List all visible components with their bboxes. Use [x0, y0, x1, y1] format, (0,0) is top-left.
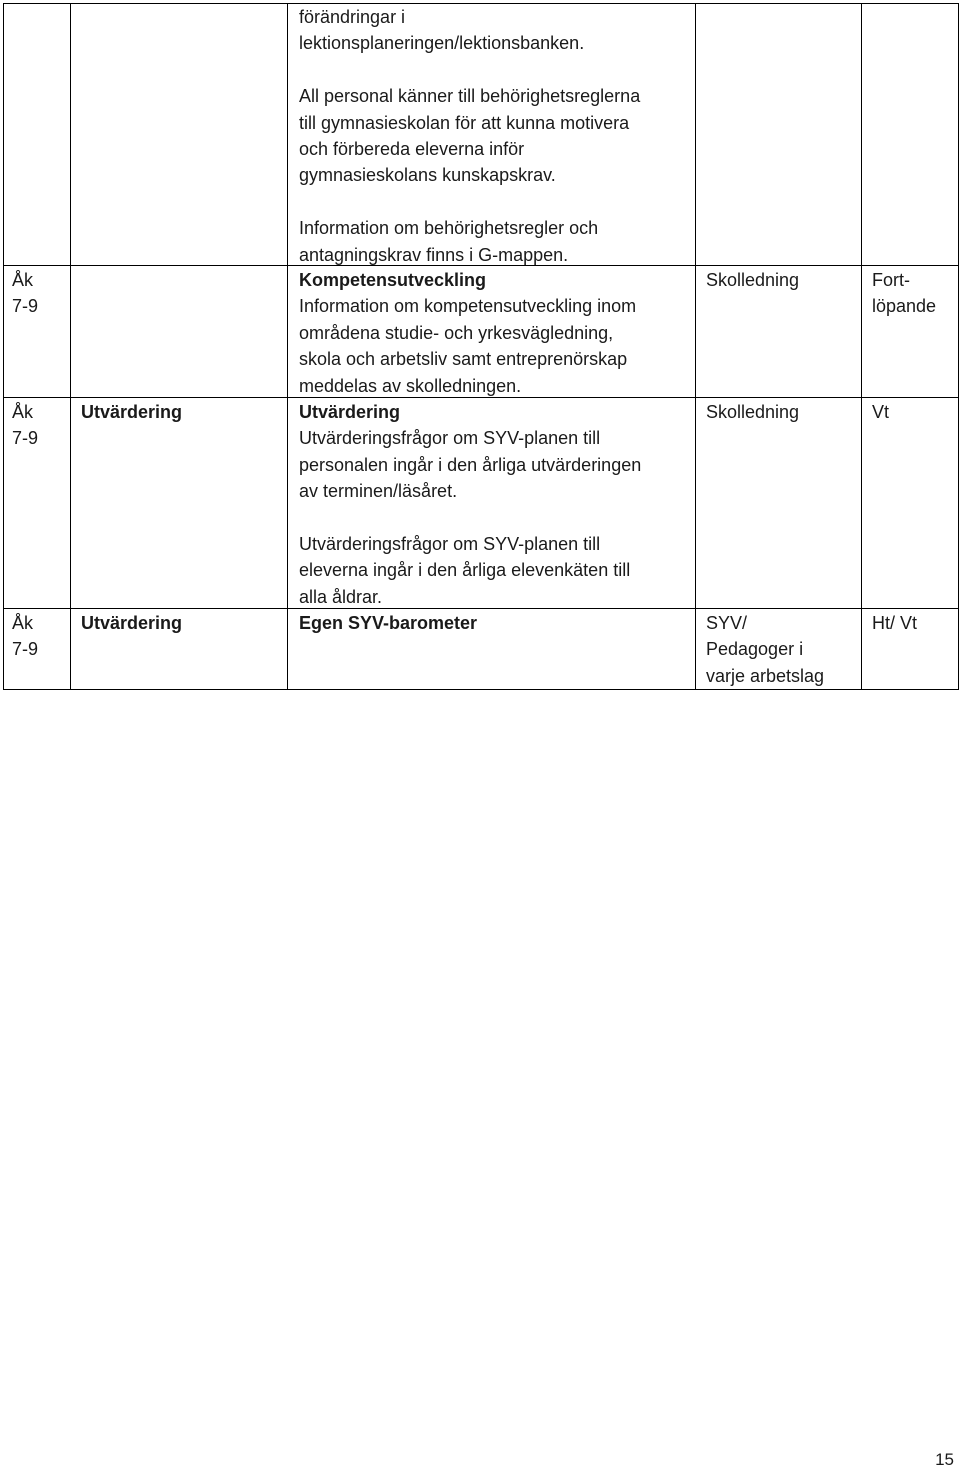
row2-line: skola och arbetsliv samt entreprenörskap: [299, 349, 628, 370]
row3-responsible: Skolledning: [706, 402, 800, 422]
row2-line: Information om kompetensutveckling inom: [299, 296, 637, 317]
row2-content: [299, 267, 636, 399]
row4-content-title: Egen SYV-barometer: [299, 613, 478, 633]
row1-spacer: [299, 57, 640, 83]
row1-line: antagningskrav finns i G-mappen.: [299, 244, 569, 265]
row1-line: Information om behörighetsregler och: [299, 218, 599, 239]
page-number: 15: [935, 1450, 954, 1469]
row2-line: meddelas av skolledningen.: [299, 375, 522, 396]
row4-responsible: [706, 610, 824, 689]
row1-line: All personal känner till behörighetsreglerna: [299, 86, 641, 107]
row4-activity: Utvärdering: [81, 613, 183, 633]
responsible-line: SYV/: [706, 613, 748, 633]
column-divider-3: [695, 3, 696, 690]
grade-range: 7-9: [12, 428, 39, 449]
time-line: löpande: [872, 296, 937, 317]
grade-label: Åk: [12, 270, 34, 290]
grade-range: 7-9: [12, 639, 39, 660]
grade-label: Åk: [12, 613, 34, 633]
row4-time: Ht/ Vt: [872, 613, 918, 633]
row3-grade: [12, 399, 38, 452]
column-divider-5: [958, 3, 959, 690]
row1-line: och förbereda eleverna inför: [299, 139, 525, 160]
column-divider-4: [861, 3, 862, 690]
row3-line: eleverna ingår i den årliga elevenkäten till: [299, 560, 631, 581]
row1-line: förändringar i: [299, 7, 406, 27]
row2-time: [872, 267, 936, 320]
column-divider-1: [70, 3, 71, 690]
row2-line: områdena studie- och yrkesvägledning,: [299, 322, 614, 343]
row3-content-title: Utvärdering: [299, 402, 401, 422]
row3-spacer: [299, 505, 641, 531]
grade-label: Åk: [12, 402, 34, 422]
row3-line: personalen ingår i den årliga utvärderingen: [299, 454, 642, 475]
row1-spacer: [299, 189, 640, 215]
row1-content: [299, 4, 640, 268]
row1-line: lektionsplaneringen/lektionsbanken.: [299, 33, 585, 54]
row3-content: [299, 399, 641, 610]
grade-range: 7-9: [12, 296, 39, 317]
row2-content-title: Kompetensutveckling: [299, 270, 487, 290]
row1-line: gymnasieskolans kunskapskrav.: [299, 165, 556, 186]
row2-grade: [12, 267, 38, 320]
time-line: Fort-: [872, 270, 910, 290]
row2-responsible: Skolledning: [706, 270, 800, 290]
column-divider-2: [287, 3, 288, 690]
row3-activity: Utvärdering: [81, 402, 183, 422]
row4-grade: [12, 610, 38, 663]
row3-line: Utvärderingsfrågor om SYV-planen till: [299, 534, 601, 555]
column-divider-0: [3, 3, 4, 690]
row3-line: alla åldrar.: [299, 586, 383, 607]
row3-line: Utvärderingsfrågor om SYV-planen till: [299, 428, 601, 449]
row1-line: till gymnasieskolan för att kunna motivera: [299, 112, 630, 133]
row3-line: av terminen/läsåret.: [299, 481, 458, 502]
responsible-line: Pedagoger i: [706, 639, 804, 660]
row3-time: Vt: [872, 402, 890, 422]
responsible-line: varje arbetslag: [706, 665, 825, 686]
